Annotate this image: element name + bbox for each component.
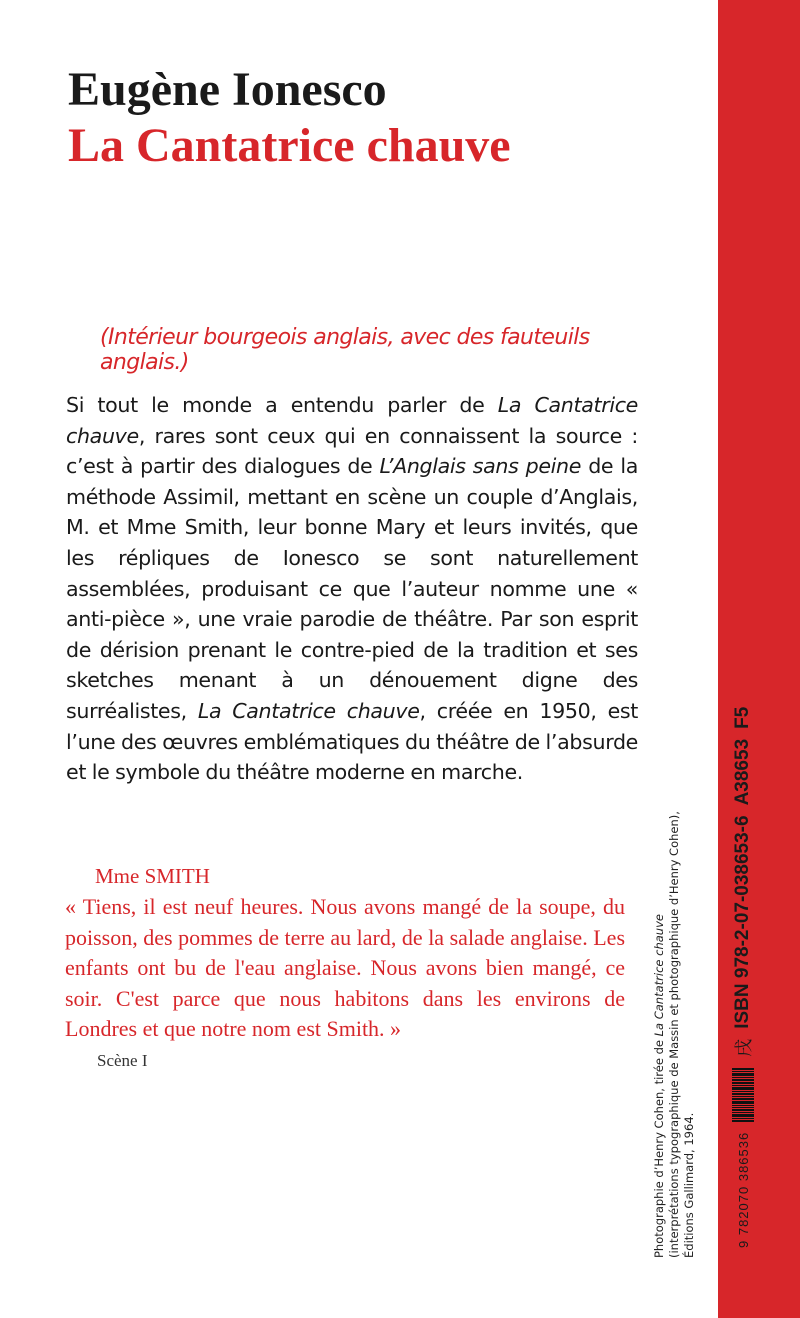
isbn-block [730, 707, 756, 1248]
stage-direction: (Intérieur bourgeois anglais, avec des fauteuils anglais.) [100, 325, 590, 375]
author-name: Eugène Ionesco [68, 63, 387, 116]
summary-text-4: , créée en 1950, est l’une des œuvres emblématiques du théâtre de l’absurde et le symbole du théâtre moderne en marche. [66, 698, 638, 785]
excerpt-quote: « Tiens, il est neuf heures. Nous avons mangé de la soupe, du poisson, des pommes de terre au lard, de la salade anglaise. Les enfants ont bu de l'eau anglaise. Nous avons bien mangé, ce soir. C'est parce que nous habitons dans les environs de Londres et que notre nom est Smith. » [65, 894, 625, 1041]
credits-line-3: Éditions Gallimard, 1964. [682, 1112, 696, 1258]
summary-italic-title-2: La Cantatrice chauve [197, 698, 420, 723]
summary-italic-anglais: L’Anglais sans peine [379, 454, 582, 479]
price-code: F5 [732, 706, 753, 729]
excerpt-source: Scène I [97, 1050, 148, 1070]
summary-paragraph [66, 390, 638, 788]
credits-line-1 [652, 811, 667, 1258]
catalog-code: A38653 [732, 738, 753, 806]
barcode [732, 1067, 754, 1122]
summary-text-3: de la méthode Assimil, mettant en scène un couple d’Anglais, M. et Mme Smith, leur bonne Mary et leurs invités, que les répliques de Ionesco se sont naturellement assemblées, produisant ce que l’auteur nomme une « anti-pièce », une vraie parodie de théâtre. Par son esprit de dérision prenant le contre-pied de la tradition et ses sketches menant à un dénouement digne des surréalistes, [66, 454, 639, 723]
title-block [68, 62, 511, 174]
excerpt-speaker: Mme SMITH [95, 864, 210, 888]
summary-italic-title-1: La Cantatrice chauve [66, 393, 639, 448]
barcode-digits: 9 782070 386536 [735, 1131, 751, 1248]
credits-line-2: (interprétations typographique de Massin et photographique d’Henry Cohen), [667, 811, 681, 1258]
book-title: La Cantatrice chauve [68, 119, 511, 172]
photo-credits [652, 811, 697, 1258]
excerpt-block [65, 862, 625, 1071]
credits-line-1-text: Photographie d’Henry Cohen, tirée de [652, 1036, 666, 1258]
summary-text-1: Si tout le monde a entendu parler de [66, 393, 498, 417]
publisher-logo-icon: 戌 [734, 1038, 754, 1057]
credits-line-1-italic: La Cantatrice chauve [652, 914, 666, 1037]
summary-text-2: , rares sont ceux qui en connaissent la source : c’est à partir des dialogues de [66, 423, 638, 479]
isbn-number: ISBN 978-2-07-038653-6 [732, 815, 753, 1029]
